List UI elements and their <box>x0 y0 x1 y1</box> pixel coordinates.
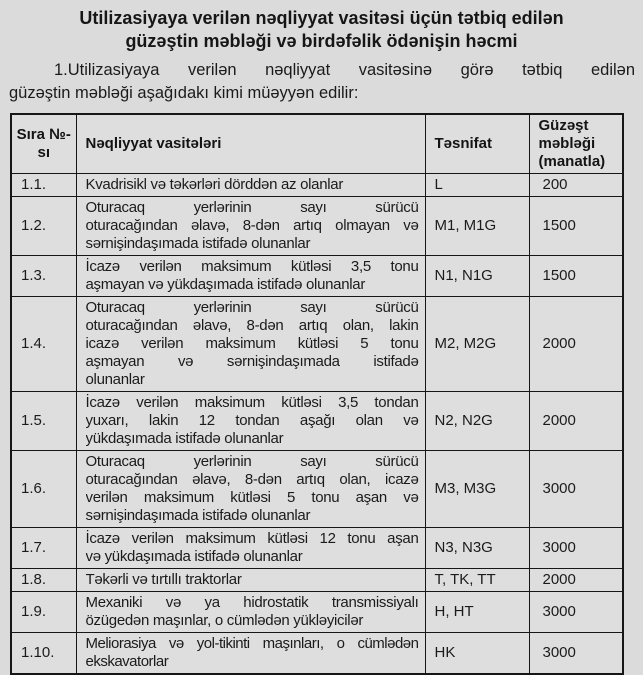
table-row <box>11 197 623 256</box>
table-row <box>11 256 623 297</box>
row-number-cell: 1.4. <box>11 297 76 392</box>
vehicle-text-line: aşmayan və sərnişindaşımada istifadə <box>85 353 419 370</box>
classification-cell: T, TK, TT <box>425 569 529 592</box>
classification-cell: M1, M1G <box>425 197 529 256</box>
row-number-cell: 1.8. <box>11 569 76 592</box>
vehicle-text-line: olunanlar <box>85 371 145 388</box>
vehicle-text-line: və yükdaşımada istifadə olunanlar <box>85 548 303 565</box>
table-row <box>11 174 623 197</box>
row-number-cell: 1.7. <box>11 528 76 569</box>
vehicle-description-cell <box>76 297 425 392</box>
table-body <box>11 174 623 675</box>
vehicle-description-cell <box>76 592 425 633</box>
vehicle-text-line: Kvadrisikl və təkərləri dörddən az olanlar <box>85 176 344 193</box>
amount-cell: 3000 <box>529 592 623 633</box>
classification-cell: N2, N2G <box>425 392 529 451</box>
vehicle-text-line: yükdaşımada istifadə olunanlar <box>85 430 284 447</box>
table-row <box>11 451 623 528</box>
amount-cell: 2000 <box>529 297 623 392</box>
vehicle-description-lines <box>86 594 419 630</box>
row-number-cell: 1.10. <box>11 633 76 675</box>
vehicle-text-line: Oturacaq yerlərinin sayı sürücü <box>85 299 419 316</box>
row-number-cell: 1.5. <box>11 392 76 451</box>
page-title <box>0 7 643 53</box>
classification-cell: L <box>425 174 529 197</box>
intro-paragraph <box>9 59 635 105</box>
row-number-cell: 1.6. <box>11 451 76 528</box>
amount-cell: 2000 <box>529 392 623 451</box>
column-header-vehicle: Nəqliyyat vasitələri <box>76 114 425 174</box>
table-row <box>11 592 623 633</box>
table-row <box>11 392 623 451</box>
row-number-cell: 1.2. <box>11 197 76 256</box>
vehicle-text-line: İcazə verilən maksimum kütləsi 3,5 tondan <box>85 394 419 411</box>
vehicle-text-line: oturacağından əlavə, 8-dən artıq olan, icazə <box>85 471 419 488</box>
vehicle-text-line: ekskavatorlar <box>85 653 169 670</box>
vehicle-text-line: Təkərli və tırtıllı traktorlar <box>85 571 242 588</box>
intro-line-1: 1.Utilizasiyaya verilən nəqliyyat vasitəsinə görə tətbiq edilən <box>54 61 635 79</box>
vehicle-description-lines <box>86 176 419 194</box>
vehicle-text-line: özügedən maşınlar, o cümlədən yükləyicilər <box>85 612 364 629</box>
row-number-cell: 1.9. <box>11 592 76 633</box>
vehicle-text-line: İcazə verilən maksimum kütləsi 12 tonu aşan <box>85 530 419 547</box>
vehicle-text-line: icazə verilən maksimum kütləsi 5 tonu <box>85 335 419 352</box>
amount-cell: 3000 <box>529 451 623 528</box>
classification-cell: M2, M2G <box>425 297 529 392</box>
vehicle-text-line: Oturacaq yerlərinin sayı sürücü <box>85 453 419 470</box>
amount-cell: 200 <box>529 174 623 197</box>
amount-cell: 2000 <box>529 569 623 592</box>
vehicle-text-line: yuxarı, lakin 12 tondan aşağı olan və <box>85 412 419 429</box>
vehicle-text-line: verilən maksimum kütləsi 5 tonu aşan və <box>85 489 419 506</box>
vehicle-description-cell <box>76 633 425 675</box>
table-header-row <box>11 114 623 174</box>
vehicle-description-cell <box>76 174 425 197</box>
classification-cell: N3, N3G <box>425 528 529 569</box>
amount-cell: 1500 <box>529 256 623 297</box>
column-header-amount: Güzəşt məbləği (manatla) <box>529 114 623 174</box>
row-number-cell: 1.3. <box>11 256 76 297</box>
table-row <box>11 569 623 592</box>
amount-cell: 1500 <box>529 197 623 256</box>
vehicle-text-line: Mexaniki və ya hidrostatik transmissiyalı <box>85 594 419 611</box>
vehicle-text-line: sərnişindaşımada istifadə olunanlar <box>85 235 311 252</box>
vehicle-description-lines <box>86 571 419 589</box>
vehicle-description-cell <box>76 197 425 256</box>
fees-table <box>10 113 624 675</box>
table-header <box>11 114 623 174</box>
page-title-line-2: güzəştin məbləği və birdəfəlik ödənişin həcmi <box>125 31 518 51</box>
classification-cell: H, HT <box>425 592 529 633</box>
vehicle-description-lines <box>86 635 419 671</box>
table-row <box>11 633 623 675</box>
row-number-cell: 1.1. <box>11 174 76 197</box>
amount-cell: 3000 <box>529 633 623 675</box>
vehicle-text-line: sərnişindaşımada istifadə olunanlar <box>85 507 311 524</box>
vehicle-description-lines <box>86 453 419 525</box>
vehicle-text-line: Oturacaq yerlərinin sayı sürücü <box>85 199 419 216</box>
vehicle-description-cell <box>76 256 425 297</box>
classification-cell: M3, M3G <box>425 451 529 528</box>
page-title-line-1: Utilizasiyaya verilən nəqliyyat vasitəsi üçün tətbiq edilən <box>79 8 564 28</box>
column-header-classification: Təsnifat <box>425 114 529 174</box>
classification-cell: HK <box>425 633 529 675</box>
vehicle-text-line: Meliorasiya və yol-tikinti maşınları, o cümlədən <box>85 635 419 652</box>
column-header-number: Sıra №-sı <box>11 114 76 174</box>
vehicle-description-lines <box>86 199 419 253</box>
vehicle-text-line: İcazə verilən maksimum kütləsi 3,5 tonu <box>85 258 419 275</box>
vehicle-description-cell <box>76 569 425 592</box>
classification-cell: N1, N1G <box>425 256 529 297</box>
amount-cell: 3000 <box>529 528 623 569</box>
intro-line-2: güzəştin məbləği aşağıdakı kimi müəyyən edilir: <box>9 84 359 102</box>
vehicle-text-line: oturacağından əlavə, 8-dən artıq olan, lakin <box>85 317 419 334</box>
table-row <box>11 528 623 569</box>
vehicle-text-line: aşmayan və yükdaşımada istifadə olunanlar <box>85 276 366 293</box>
vehicle-description-lines <box>86 530 419 566</box>
vehicle-description-cell <box>76 392 425 451</box>
vehicle-description-lines <box>86 394 419 448</box>
table-row <box>11 297 623 392</box>
vehicle-description-cell <box>76 528 425 569</box>
vehicle-text-line: oturacağından əlavə, 8-dən artıq olmayan və <box>85 217 419 234</box>
vehicle-description-lines <box>86 299 419 389</box>
vehicle-description-cell <box>76 451 425 528</box>
document-page <box>0 7 643 675</box>
vehicle-description-lines <box>86 258 419 294</box>
